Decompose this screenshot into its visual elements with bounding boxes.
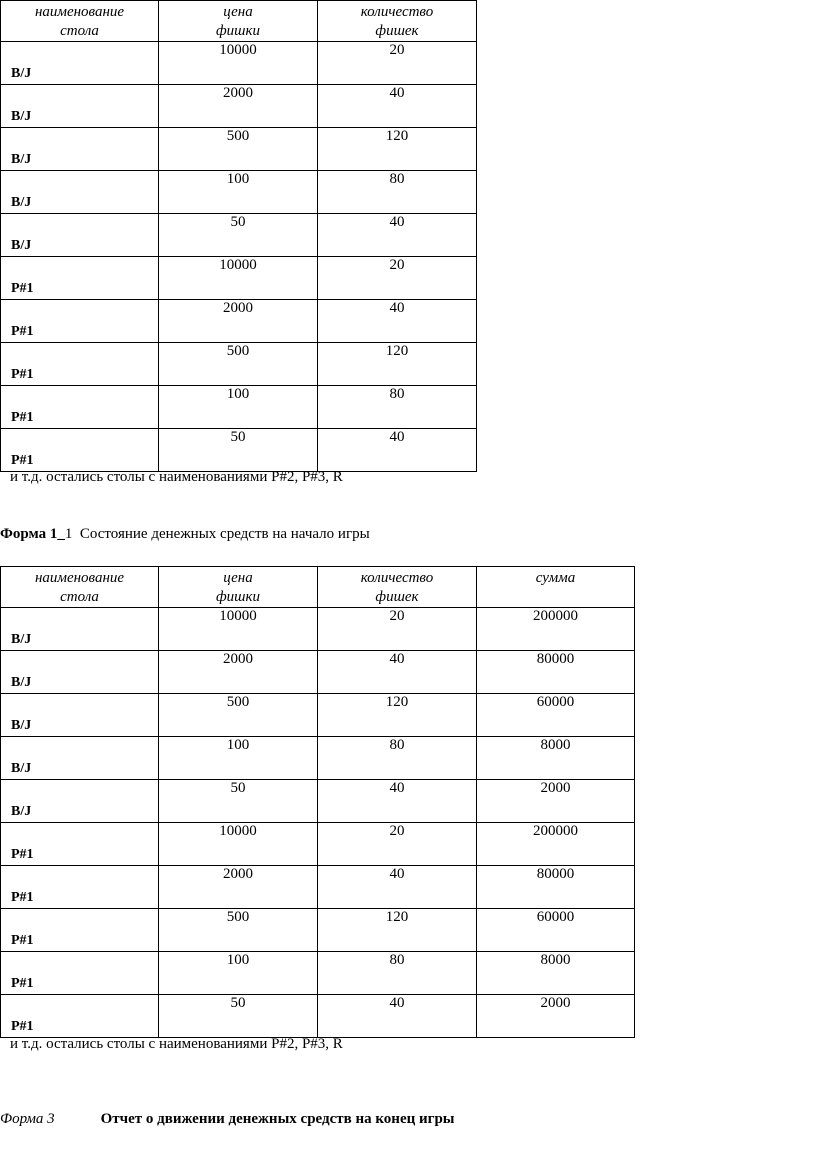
header-chip-price: цена фишки (159, 567, 318, 608)
cell-price (159, 42, 318, 85)
cell-value: 40 (389, 429, 405, 445)
cell-name (1, 909, 159, 952)
table-row (1, 909, 635, 952)
cell-qty (318, 694, 477, 737)
cell-name (1, 608, 159, 651)
cell-price (159, 952, 318, 995)
cell-price (159, 780, 318, 823)
cell-price (159, 171, 318, 214)
table-name-label: P#1 (11, 1019, 34, 1034)
cell-qty (318, 952, 477, 995)
table-name-label: B/J (11, 195, 32, 210)
cell-value: 40 (389, 866, 405, 882)
table-row (1, 866, 635, 909)
cell-qty (318, 737, 477, 780)
cell-name (1, 429, 159, 472)
cell-value: 100 (226, 952, 250, 968)
cell-value: 40 (389, 651, 405, 667)
cell-value: 20 (389, 257, 405, 273)
cell-qty (318, 214, 477, 257)
cell-value: 60000 (536, 694, 575, 710)
cell-value: 50 (230, 995, 246, 1011)
header-chip-count: количество фишек (318, 567, 477, 608)
cell-price (159, 866, 318, 909)
table-name-label: P#1 (11, 324, 34, 339)
cell-value: 20 (389, 42, 405, 58)
table-row (1, 952, 635, 995)
cell-value: 2000 (223, 651, 253, 667)
cell-qty (318, 429, 477, 472)
table-row (1, 214, 477, 257)
cell-price (159, 823, 318, 866)
cell-name (1, 257, 159, 300)
cell-price (159, 909, 318, 952)
cell-value: 100 (226, 386, 250, 402)
table-row (1, 651, 635, 694)
cell-value: 40 (389, 300, 405, 316)
cell-sum (477, 651, 635, 694)
cell-sum (477, 909, 635, 952)
cell-qty (318, 386, 477, 429)
cell-qty (318, 909, 477, 952)
header-table-name: наименование стола (1, 1, 159, 42)
cell-value: 200000 (533, 608, 578, 624)
table-name-label: P#1 (11, 890, 34, 905)
table-name-label: B/J (11, 152, 32, 167)
cell-name (1, 42, 159, 85)
header-chip-price: цена фишки (159, 1, 318, 42)
cell-value: 80000 (536, 866, 575, 882)
table-header-row (1, 567, 635, 608)
header-chip-count: количество фишек (318, 1, 477, 42)
cell-value: 120 (385, 694, 409, 710)
form-3-title: Форма 3 Отчет о движении денежных средств на конец игры (0, 1111, 455, 1127)
cell-price (159, 386, 318, 429)
cell-qty (318, 128, 477, 171)
cell-value: 80 (389, 737, 405, 753)
cell-qty (318, 780, 477, 823)
cell-sum (477, 952, 635, 995)
cell-price (159, 694, 318, 737)
cell-value: 10000 (219, 608, 257, 624)
table-row (1, 300, 477, 343)
cell-price (159, 651, 318, 694)
cell-price (159, 214, 318, 257)
cell-name (1, 300, 159, 343)
table-row (1, 737, 635, 780)
table-row (1, 694, 635, 737)
cell-value: 120 (385, 909, 409, 925)
cell-value: 100 (226, 737, 250, 753)
cell-value: 10000 (219, 257, 257, 273)
cell-name (1, 866, 159, 909)
cell-name (1, 651, 159, 694)
table-row (1, 429, 477, 472)
table-row (1, 257, 477, 300)
table-name-label: B/J (11, 109, 32, 124)
cell-value: 10000 (219, 42, 257, 58)
cell-value: 200000 (533, 823, 578, 839)
table-row (1, 42, 477, 85)
cell-name (1, 995, 159, 1038)
table-row (1, 171, 477, 214)
table-note: и т.д. остались столы с наименованиями Р#2, Р#3, R (10, 1036, 343, 1052)
cell-price (159, 608, 318, 651)
cell-price (159, 995, 318, 1038)
cell-qty (318, 866, 477, 909)
cell-value: 8000 (540, 737, 571, 753)
cell-qty (318, 343, 477, 386)
cell-value: 80000 (536, 651, 575, 667)
cell-sum (477, 694, 635, 737)
cell-name (1, 128, 159, 171)
chips-table (0, 0, 477, 472)
cell-sum (477, 995, 635, 1038)
table-row (1, 85, 477, 128)
cell-price (159, 85, 318, 128)
cell-value: 10000 (219, 823, 257, 839)
cell-price (159, 257, 318, 300)
table-name-label: P#1 (11, 453, 34, 468)
cell-value: 500 (226, 343, 250, 359)
cell-value: 50 (230, 214, 246, 230)
table-name-label: P#1 (11, 976, 34, 991)
cell-value: 50 (230, 780, 246, 796)
cell-name (1, 171, 159, 214)
table-name-label: B/J (11, 675, 32, 690)
cell-sum (477, 823, 635, 866)
cell-value: 2000 (540, 995, 571, 1011)
cell-sum (477, 608, 635, 651)
cell-value: 500 (226, 694, 250, 710)
cell-value: 40 (389, 995, 405, 1011)
table-row (1, 386, 477, 429)
table-row (1, 823, 635, 866)
cash-state-table (0, 566, 635, 1038)
cell-name (1, 343, 159, 386)
cell-price (159, 300, 318, 343)
cell-name (1, 694, 159, 737)
cell-price (159, 429, 318, 472)
cell-value: 80 (389, 171, 405, 187)
cell-name (1, 823, 159, 866)
cell-qty (318, 823, 477, 866)
table-name-label: P#1 (11, 410, 34, 425)
table-note: и т.д. остались столы с наименованиями Р#2, Р#3, R (10, 469, 343, 485)
cell-name (1, 386, 159, 429)
cell-value: 2000 (223, 85, 253, 101)
table-row (1, 343, 477, 386)
cell-name (1, 737, 159, 780)
cell-qty (318, 257, 477, 300)
table-name-label: B/J (11, 761, 32, 776)
cell-name (1, 214, 159, 257)
table-name-label: B/J (11, 718, 32, 733)
table-name-label: P#1 (11, 933, 34, 948)
cell-qty (318, 608, 477, 651)
cell-value: 80 (389, 386, 405, 402)
cell-value: 500 (226, 128, 250, 144)
cell-value: 80 (389, 952, 405, 968)
cell-value: 20 (389, 823, 405, 839)
cell-qty (318, 651, 477, 694)
cell-name (1, 85, 159, 128)
cell-price (159, 343, 318, 386)
cell-value: 20 (389, 608, 405, 624)
form-1-title: Форма 1_1 Состояние денежных средств на начало игры (0, 526, 370, 542)
table-name-label: P#1 (11, 281, 34, 296)
table-name-label: B/J (11, 804, 32, 819)
table-name-label: B/J (11, 632, 32, 647)
table-name-label: B/J (11, 238, 32, 253)
cell-name (1, 780, 159, 823)
table-header-row (1, 1, 477, 42)
cell-qty (318, 42, 477, 85)
cell-value: 40 (389, 214, 405, 230)
header-table-name: наименование стола (1, 567, 159, 608)
table-name-label: P#1 (11, 367, 34, 382)
cell-name (1, 952, 159, 995)
cell-value: 50 (230, 429, 246, 445)
table-name-label: B/J (11, 66, 32, 81)
cell-value: 60000 (536, 909, 575, 925)
cell-sum (477, 780, 635, 823)
table-row (1, 995, 635, 1038)
cell-value: 40 (389, 85, 405, 101)
cell-value: 2000 (540, 780, 571, 796)
cell-qty (318, 995, 477, 1038)
cell-qty (318, 85, 477, 128)
cell-value: 40 (389, 780, 405, 796)
cell-value: 100 (226, 171, 250, 187)
cell-sum (477, 737, 635, 780)
cell-value: 500 (226, 909, 250, 925)
table-row (1, 608, 635, 651)
header-sum: сумма (477, 567, 635, 608)
cell-qty (318, 171, 477, 214)
cell-value: 2000 (223, 300, 253, 316)
cell-price (159, 128, 318, 171)
cell-value: 8000 (540, 952, 571, 968)
table-row (1, 128, 477, 171)
cell-price (159, 737, 318, 780)
cell-value: 120 (385, 343, 409, 359)
cell-qty (318, 300, 477, 343)
cell-value: 120 (385, 128, 409, 144)
table-name-label: P#1 (11, 847, 34, 862)
cell-value: 2000 (223, 866, 253, 882)
cell-sum (477, 866, 635, 909)
table-row (1, 780, 635, 823)
